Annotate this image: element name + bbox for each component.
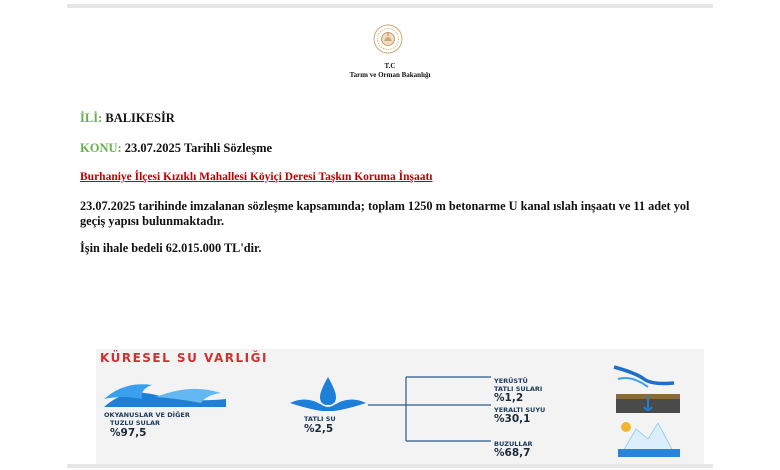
- river-icon: [614, 367, 674, 387]
- bottom-border: [67, 464, 713, 468]
- groundwater-icon: [616, 394, 680, 413]
- surface-water-label-1: YERÜSTÜ: [494, 377, 528, 385]
- infographic-title: KÜRESEL SU VARLIĞI: [100, 351, 268, 365]
- infographic-graphics: [96, 349, 704, 465]
- oceans-value: %97,5: [110, 427, 147, 439]
- surface-water-value: %1,2: [494, 392, 524, 404]
- glacier-value: %68,7: [494, 447, 531, 459]
- province-label: İLİ:: [80, 111, 103, 125]
- project-title: Burhaniye İlçesi Kızıklı Mahallesi Köyiçi Deresi Taşkın Koruma İnşaatı: [80, 171, 433, 183]
- oceans-label-2: TUZLU SULAR: [110, 419, 161, 427]
- ministry-emblem-icon: [373, 24, 403, 54]
- ocean-waves-icon: [104, 384, 226, 407]
- tender-price: İşin ihale bedeli 62.015.000 TL'dir.: [80, 241, 262, 255]
- glacier-icon: [618, 422, 680, 457]
- institution-line-1: T.C: [384, 62, 396, 70]
- connector-lines: [368, 377, 491, 441]
- province-field: [80, 111, 175, 126]
- top-border: [67, 4, 713, 8]
- subject-value: 23.07.2025 Tarihli Sözleşme: [124, 141, 273, 155]
- subject-field: [80, 141, 272, 156]
- glacier-label: BUZULLAR: [494, 440, 533, 448]
- surface-water-label-2: TATLI SULARI: [494, 385, 543, 393]
- groundwater-value: %30,1: [494, 413, 531, 425]
- global-water-infographic: [96, 349, 704, 465]
- oceans-label-1: OKYANUSLAR VE DİĞER: [104, 411, 190, 419]
- fresh-water-label: TATLI SU: [304, 415, 336, 423]
- fresh-water-value: %2,5: [304, 423, 334, 435]
- water-drop-icon: [290, 377, 366, 411]
- groundwater-label: YERALTI SUYU: [494, 406, 546, 414]
- contract-paragraph: 23.07.2025 tarihinde imzalanan sözleşme kapsamında; toplam 1250 m betonarme U kanal ıslah inşaatı ve 11 adet yol geçiş yapısı bulunmaktadır.: [80, 199, 690, 228]
- province-value: BALIKESİR: [105, 111, 175, 125]
- institution-name: Tarım ve Orman Bakanlığı: [349, 71, 431, 79]
- subject-label: KONU:: [80, 141, 122, 155]
